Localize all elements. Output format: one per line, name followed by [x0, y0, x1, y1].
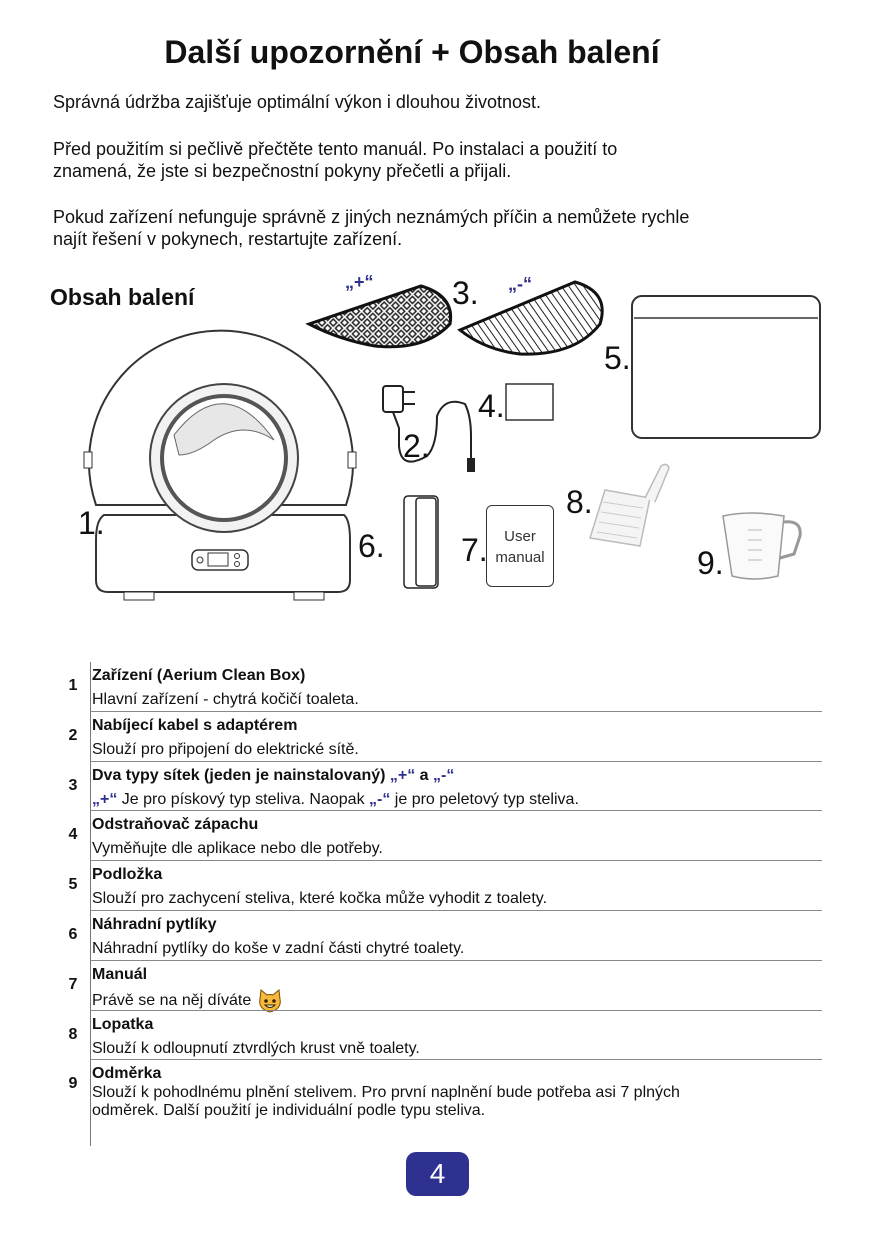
table-row — [56, 1011, 822, 1061]
minus-label: „-“ — [369, 790, 391, 808]
item-number-6: 6. — [358, 528, 385, 564]
table-row — [56, 712, 822, 762]
row-number: 4 — [68, 826, 78, 844]
table-row — [56, 861, 822, 911]
intro-p3-line2: najít řešení v pokynech, restartujte zařízení. — [53, 229, 403, 249]
user-manual-booklet — [486, 505, 554, 587]
item-number-3: 3. — [452, 275, 479, 311]
row-number: 7 — [68, 975, 78, 993]
table-row — [56, 1060, 822, 1146]
row-heading: Odměrka — [92, 1065, 162, 1083]
item-number-5: 5. — [604, 340, 631, 376]
row-description — [92, 1084, 822, 1120]
measuring-cup-illustration — [720, 510, 805, 582]
power-cable-illustration — [375, 376, 485, 476]
row-number: 2 — [68, 726, 78, 744]
litter-box-illustration — [84, 330, 364, 610]
odor-remover-illustration — [505, 383, 555, 423]
spare-bags-illustration — [402, 494, 440, 590]
item-number-9: 9. — [697, 545, 724, 581]
contents-title: Obsah balení — [50, 284, 195, 310]
row-heading: Podložka — [92, 866, 163, 884]
and-text: a — [415, 766, 434, 784]
row-number: 9 — [68, 1075, 78, 1093]
manual-book-line2: manual — [495, 549, 545, 566]
net-plus-label: „+“ — [345, 272, 374, 292]
row-number: 3 — [68, 776, 78, 794]
minus-label: „-“ — [433, 766, 455, 784]
net-minus-label: „-“ — [508, 274, 532, 294]
row-heading — [92, 766, 822, 786]
table-row — [56, 911, 822, 961]
intro-p1: Správná údržba zajišťuje optimální výkon i dlouhou životnost. — [53, 92, 542, 112]
plus-label: „+“ — [92, 790, 118, 808]
row-description: Vyměňujte dle aplikace nebo dle potřeby. — [92, 840, 383, 858]
intro-p2-line1: Před použitím si pečlivě přečtěte tento manuál. Po instalaci a použití to — [53, 139, 618, 159]
item-number-2: 2. — [403, 428, 430, 464]
table-row — [56, 662, 822, 712]
intro-paragraph-3 — [53, 206, 823, 250]
row-description: Slouží pro zachycení steliva, které kočka může vyhodit z toalety. — [92, 890, 548, 908]
page-number-badge: 4 — [406, 1152, 469, 1196]
scoop-illustration — [585, 460, 675, 550]
row-heading: Manuál — [92, 965, 148, 983]
row-heading: Lopatka — [92, 1015, 154, 1033]
row-number: 6 — [68, 925, 78, 943]
row-heading: Náhradní pytlíky — [92, 915, 217, 933]
row-number: 8 — [68, 1025, 78, 1043]
desc-mid: Je pro pískový typ steliva. Naopak — [117, 790, 370, 808]
row-description-line2: odměrek. Další použití je individuální podle typu steliva. — [92, 1102, 486, 1120]
page-title: Další upozornění + Obsah balení — [164, 34, 660, 70]
intro-paragraph-1 — [53, 91, 823, 113]
row-description — [92, 790, 822, 810]
manual-book-line1: User — [504, 528, 536, 545]
row-heading: Odstraňovač zápachu — [92, 816, 259, 834]
row-description-text: Právě se na něj díváte — [92, 992, 252, 1010]
row-description: Náhradní pytlíky do koše v zadní části chytré toalety. — [92, 939, 465, 957]
item-number-8: 8. — [566, 484, 593, 520]
table-row — [56, 961, 822, 1011]
item-number-7: 7. — [461, 532, 488, 568]
intro-p2-line2: znamená, že jste si bezpečnostní pokyny přečetli a přijali. — [53, 161, 512, 181]
row-description: Slouží k odloupnutí ztvrdlých krust vně toalety. — [92, 1039, 420, 1057]
row-description: Slouží pro připojení do elektrické sítě. — [92, 740, 359, 758]
row-heading: Nabíjecí kabel s adaptérem — [92, 716, 298, 734]
desc-end: je pro peletový typ steliva. — [390, 790, 579, 808]
table-row — [56, 762, 822, 812]
row-description: Hlavní zařízení - chytrá kočičí toaleta. — [92, 691, 359, 708]
contents-table — [56, 662, 822, 1146]
item-number-1: 1. — [78, 505, 105, 541]
intro-paragraph-2 — [53, 138, 823, 182]
row-heading-text: Dva typy sítek (jeden je nainstalovaný) — [92, 766, 390, 784]
row-heading: Zařízení (Aerium Clean Box) — [92, 667, 306, 684]
mat-illustration — [630, 294, 822, 440]
item-number-4: 4. — [478, 388, 505, 424]
table-row — [56, 811, 822, 861]
row-number: 1 — [68, 677, 78, 694]
row-description-line1: Slouží k pohodlnému plnění stelivem. Pro první naplnění bude potřeba asi 7 plných — [92, 1084, 680, 1102]
row-number: 5 — [68, 876, 78, 894]
plus-label: „+“ — [389, 766, 416, 784]
intro-p3-line1: Pokud zařízení nefunguje správně z jiných neznámých příčin a nemůžete rychle — [53, 207, 690, 227]
